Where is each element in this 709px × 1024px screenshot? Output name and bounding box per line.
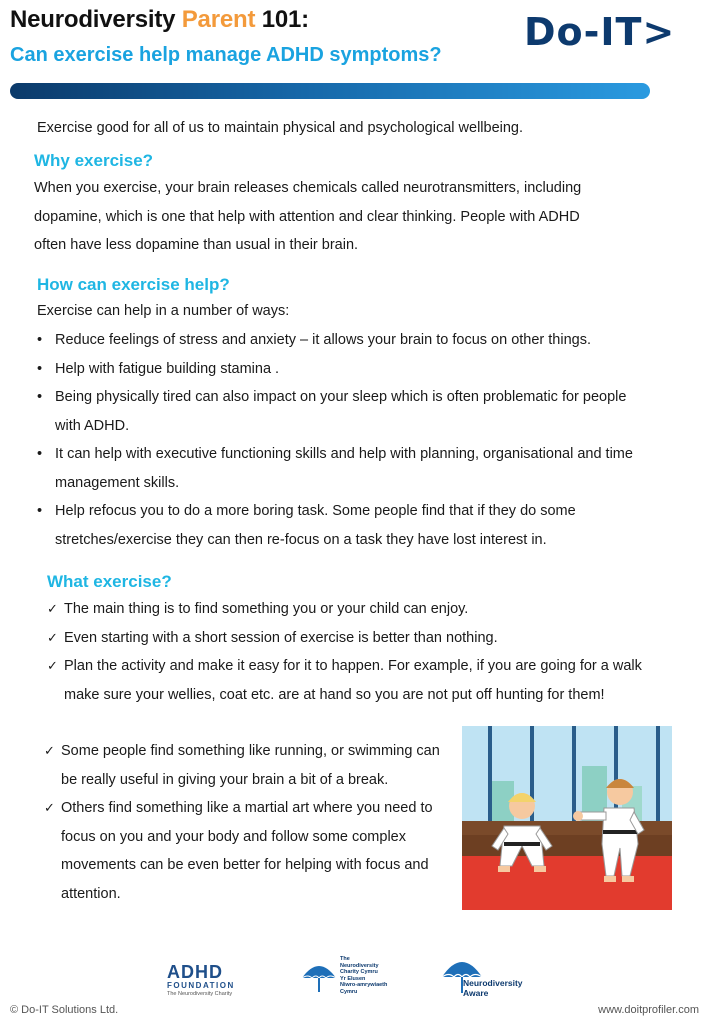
list-item: ✓ Plan the activity and make it easy for it to happen. For example, if you are going for a walk make sure your wellies, coat etc. are at hand so you are not put off hunting for them! (47, 652, 649, 709)
what-check-list-narrow (44, 737, 444, 908)
list-item: • Help refocus you to do a more boring task. Some people find that if they do some stretches/exercise they can then re-focus on a task they have lost interest in. (37, 497, 640, 554)
title-part1: Neurodiversity (10, 6, 182, 33)
charity-cymru-logo-text (340, 956, 387, 995)
aware-line: Aware (463, 988, 489, 998)
adhd-logo-line1: ADHD (167, 962, 223, 982)
why-paragraph (34, 174, 674, 260)
list-item: • Help with fatigue building stamina . (37, 355, 662, 384)
how-bullet-list (37, 326, 662, 554)
logo-text: Do-IT (524, 10, 643, 54)
how-lead: Exercise can help in a number of ways: (37, 303, 290, 319)
what-check-list (47, 595, 652, 709)
logo-arrow: > (642, 10, 676, 54)
neurodiversity-aware-logo-text (463, 978, 523, 998)
list-item: ✓ Even starting with a short session of exercise is better than nothing. (47, 624, 652, 653)
why-heading: Why exercise? (34, 151, 154, 170)
aware-line: Neurodiversity (463, 978, 523, 988)
title-part2: 101: (255, 6, 309, 33)
page-title (10, 6, 309, 34)
list-item: • Being physically tired can also impact on your sleep which is often problematic for people with ADHD. (37, 383, 635, 440)
page-subtitle: Can exercise help manage ADHD symptoms? (10, 44, 442, 66)
adhd-logo-line3: The Neurodiversity Charity (167, 991, 233, 997)
do-it-logo (524, 10, 675, 54)
list-item: • Reduce feelings of stress and anxiety – it allows your brain to focus on other things. (37, 326, 662, 355)
charity-line: Neurodiversity (340, 962, 379, 969)
intro-text: Exercise good for all of us to maintain physical and psychological wellbeing. (37, 120, 524, 136)
charity-line: Charity Cymru (340, 969, 378, 975)
adhd-foundation-logo (167, 963, 235, 998)
why-line: When you exercise, your brain releases chemicals called neurotransmitters, including (34, 180, 582, 196)
umbrella-icon (300, 960, 338, 996)
footer-copyright: © Do-IT Solutions Ltd. (10, 1004, 119, 1016)
adhd-logo-line2: FOUNDATION (167, 981, 235, 990)
why-line: dopamine, which is one that help with attention and clear thinking. People with ADHD (34, 208, 580, 225)
list-item: ✓ Some people find something like running, or swimming can be really useful in giving your brain a bit of a break. (44, 737, 446, 794)
list-item: ✓ Others find something like a martial art where you need to focus on you and your body and follow some complex movements can be even better for helping with focus and attention. (44, 794, 446, 908)
charity-line: The (340, 956, 350, 962)
charity-line: Niwro-amrywiaeth (340, 982, 388, 988)
title-accent: Parent (181, 6, 256, 33)
how-heading: How can exercise help? (37, 275, 230, 294)
why-line: often have less dopamine than usual in their brain. (34, 237, 359, 253)
martial-arts-illustration (462, 726, 672, 910)
list-item: ✓ The main thing is to find something you or your child can enjoy. (47, 595, 652, 624)
list-item: • It can help with executive functioning skills and help with planning, organisational and time management skills. (37, 440, 655, 497)
header-divider-bar (10, 83, 650, 99)
charity-line: Cymru (340, 988, 358, 995)
what-heading: What exercise? (47, 572, 172, 591)
footer-website-link[interactable]: www.doitprofiler.com (598, 1004, 699, 1016)
charity-line: Yr Elusen (340, 975, 366, 982)
